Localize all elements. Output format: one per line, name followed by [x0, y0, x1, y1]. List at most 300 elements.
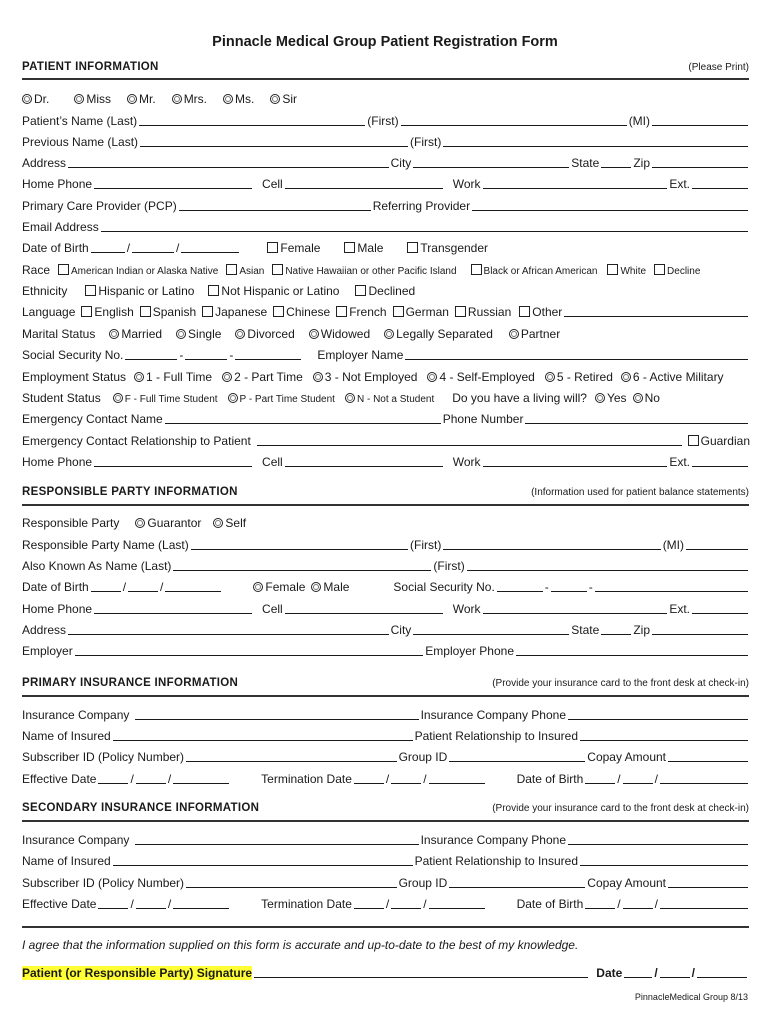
- option-label: Not Hispanic or Latino: [221, 284, 340, 298]
- email-row: [22, 218, 750, 234]
- footer-note: PinnacleMedical Group 8/13: [634, 992, 748, 1002]
- responsible-cell-field[interactable]: [285, 602, 443, 614]
- responsible-mi-field[interactable]: [686, 538, 748, 550]
- agreement-statement: I agree that the information supplied on this form is accurate and up-to-date to the best of my knowledge.: [22, 938, 579, 952]
- field-label: Previous Name (Last): [22, 135, 139, 149]
- option-label: Ms.: [235, 92, 255, 106]
- responsible-employer-row: [22, 642, 750, 658]
- primary-group-field[interactable]: [449, 750, 585, 762]
- first-name-field[interactable]: [401, 114, 627, 126]
- primary-termination-year[interactable]: [429, 772, 485, 784]
- option-label: Sir: [282, 92, 298, 106]
- field-label: Address: [22, 623, 67, 637]
- field-label: Emergency Contact Name: [22, 412, 163, 426]
- date-separator: /: [167, 772, 172, 786]
- signature-field[interactable]: [254, 966, 588, 978]
- responsible-employer-field[interactable]: [75, 644, 424, 656]
- field-label: Student Status: [22, 391, 101, 405]
- field-label: Zip: [633, 156, 650, 170]
- pcp-row: [22, 197, 750, 213]
- secondary-termination-month[interactable]: [354, 897, 384, 909]
- previous-first-field[interactable]: [443, 135, 748, 147]
- field-label: Subscriber ID (Policy Number): [22, 876, 185, 890]
- radio-employment-1[interactable]: [134, 372, 144, 382]
- option-label: 6 - Active Military: [632, 370, 724, 384]
- option-label: Russian: [467, 305, 512, 319]
- secondary-effective-day[interactable]: [136, 897, 166, 909]
- date-separator: /: [423, 772, 427, 786]
- checkbox-french[interactable]: [336, 306, 347, 317]
- field-label: State: [571, 156, 600, 170]
- section-note: (Information used for patient balance statements): [531, 487, 749, 498]
- emergency-ext-field[interactable]: [692, 455, 748, 467]
- radio-employment-3[interactable]: [313, 372, 323, 382]
- secondary-dob-month[interactable]: [585, 897, 615, 909]
- primary-dates-row: [22, 770, 750, 786]
- responsible-phone-row: [22, 600, 750, 616]
- secondary-group-field[interactable]: [449, 876, 585, 888]
- field-label: Language: [22, 305, 76, 319]
- responsible-party-header: [22, 486, 749, 500]
- ssn-part1-field[interactable]: [125, 348, 177, 360]
- radio-miss[interactable]: [74, 94, 84, 104]
- secondary-subscriber-field[interactable]: [186, 876, 397, 888]
- option-label: Hispanic or Latino: [98, 284, 195, 298]
- primary-dob-month[interactable]: [585, 772, 615, 784]
- field-label: City: [390, 156, 412, 170]
- ethnicity-row: [22, 282, 750, 298]
- field-label: Subscriber ID (Policy Number): [22, 750, 185, 764]
- title-options-row: [22, 90, 750, 106]
- ssn-separator: -: [179, 348, 184, 362]
- emergency-work-field[interactable]: [483, 455, 668, 467]
- field-label: Ext.: [669, 455, 690, 469]
- date-separator: /: [654, 897, 658, 911]
- secondary-insured-field[interactable]: [113, 854, 413, 866]
- primary-effective-year[interactable]: [173, 772, 229, 784]
- option-label: White: [620, 266, 647, 277]
- field-label: Responsible Party Name (Last): [22, 538, 189, 552]
- secondary-company-phone-field[interactable]: [568, 833, 748, 845]
- responsible-address-row: [22, 621, 750, 637]
- responsible-address-field[interactable]: [68, 623, 389, 635]
- section-note: (Provide your insurance card to the front desk at check-in): [492, 803, 749, 814]
- email-field[interactable]: [101, 220, 748, 232]
- aka-first-field[interactable]: [467, 559, 748, 571]
- aka-last-field[interactable]: [173, 559, 431, 571]
- field-label: Home Phone: [22, 177, 93, 191]
- option-label: Spanish: [152, 305, 197, 319]
- field-label: Zip: [633, 623, 650, 637]
- radio-sir[interactable]: [270, 94, 280, 104]
- ssn-part2-field[interactable]: [185, 348, 227, 360]
- section-divider: [22, 926, 749, 928]
- section-note: (Please Print): [688, 62, 749, 73]
- zip-field[interactable]: [652, 156, 748, 168]
- section-title: RESPONSIBLE PARTY INFORMATION: [22, 486, 238, 498]
- secondary-dob-year[interactable]: [660, 897, 748, 909]
- checkbox-race-decline[interactable]: [654, 264, 665, 275]
- previous-name-row: [22, 133, 750, 149]
- emergency-phone-field[interactable]: [525, 412, 748, 424]
- option-label: Married: [121, 327, 163, 341]
- field-label: (First): [410, 538, 442, 552]
- secondary-effective-month[interactable]: [98, 897, 128, 909]
- ssn-separator: -: [588, 580, 593, 594]
- field-label: (First): [433, 559, 465, 573]
- checkbox-hispanic[interactable]: [85, 285, 96, 296]
- section-divider: [22, 504, 749, 506]
- date-separator: /: [423, 897, 427, 911]
- date-separator: /: [654, 772, 658, 786]
- option-label: Widowed: [320, 327, 371, 341]
- secondary-company-field[interactable]: [135, 833, 418, 845]
- primary-company-row: [22, 706, 750, 722]
- state-field[interactable]: [601, 156, 631, 168]
- field-label: Date of Birth: [22, 241, 89, 255]
- option-label: American Indian or Alaska Native: [71, 266, 219, 277]
- radio-dr[interactable]: [22, 94, 32, 104]
- field-label: Cell: [262, 455, 283, 469]
- section-divider: [22, 820, 749, 822]
- option-label: Mr.: [139, 92, 156, 106]
- checkbox-race-hawaiian[interactable]: [272, 264, 283, 275]
- signature-date-month[interactable]: [624, 966, 652, 978]
- field-label: Date of Birth: [516, 772, 584, 786]
- option-label: 5 - Retired: [556, 370, 613, 384]
- secondary-copay-field[interactable]: [668, 876, 748, 888]
- checkbox-not-hispanic[interactable]: [208, 285, 219, 296]
- option-label: Divorced: [247, 327, 295, 341]
- signature-date-year[interactable]: [697, 966, 747, 978]
- checkbox-race-white[interactable]: [607, 264, 618, 275]
- radio-employment-5[interactable]: [545, 372, 555, 382]
- secondary-dob-day[interactable]: [623, 897, 653, 909]
- radio-living-will-yes[interactable]: [595, 393, 605, 403]
- field-label: Cell: [262, 177, 283, 191]
- emergency-relationship-row: [22, 432, 750, 448]
- radio-divorced[interactable]: [235, 329, 245, 339]
- option-label: F - Full Time Student: [124, 394, 218, 405]
- option-label: Black or African American: [483, 266, 598, 277]
- checkbox-race-asian[interactable]: [226, 264, 237, 275]
- signature-date-day[interactable]: [660, 966, 690, 978]
- checkbox-ethnicity-declined[interactable]: [355, 285, 366, 296]
- responsible-state-field[interactable]: [601, 623, 631, 635]
- employment-row: [22, 368, 750, 384]
- primary-relationship-field[interactable]: [580, 729, 748, 741]
- cell-field[interactable]: [285, 177, 443, 189]
- field-label: Effective Date: [22, 897, 97, 911]
- field-label: Employment Status: [22, 370, 127, 384]
- responsible-last-field[interactable]: [191, 538, 408, 550]
- field-label: Phone Number: [442, 412, 524, 426]
- radio-widowed[interactable]: [309, 329, 319, 339]
- radio-mr[interactable]: [127, 94, 137, 104]
- option-label: Mrs.: [183, 92, 208, 106]
- primary-effective-month[interactable]: [98, 772, 128, 784]
- dob-day-field[interactable]: [132, 241, 174, 253]
- checkbox-english[interactable]: [81, 306, 92, 317]
- emergency-relationship-field[interactable]: [257, 434, 682, 446]
- primary-copay-field[interactable]: [668, 750, 748, 762]
- field-label: Group ID: [398, 750, 448, 764]
- field-label: Employer Name: [317, 348, 404, 362]
- responsible-ssn-part1-field[interactable]: [497, 580, 543, 592]
- option-label: Miss: [86, 92, 112, 106]
- radio-employment-4[interactable]: [427, 372, 437, 382]
- radio-guarantor[interactable]: [135, 518, 145, 528]
- option-label: 3 - Not Employed: [324, 370, 418, 384]
- field-label: Copay Amount: [587, 876, 666, 890]
- option-label: English: [94, 305, 134, 319]
- radio-married[interactable]: [109, 329, 119, 339]
- field-label: Group ID: [398, 876, 448, 890]
- patient-name-row: [22, 112, 750, 128]
- date-separator: /: [160, 580, 164, 594]
- employer-name-field[interactable]: [405, 348, 748, 360]
- emergency-name-field[interactable]: [165, 412, 441, 424]
- radio-responsible-female[interactable]: [253, 582, 263, 592]
- date-separator: /: [617, 897, 621, 911]
- field-label: Employer Phone: [425, 644, 514, 658]
- section-divider: [22, 78, 749, 80]
- option-label: Single: [188, 327, 222, 341]
- primary-effective-day[interactable]: [136, 772, 166, 784]
- secondary-dates-row: [22, 895, 750, 911]
- home-phone-field[interactable]: [94, 177, 252, 189]
- city-field[interactable]: [413, 156, 569, 168]
- primary-dob-day[interactable]: [623, 772, 653, 784]
- field-label: (First): [367, 114, 399, 128]
- field-label: Home Phone: [22, 455, 93, 469]
- field-label: State: [571, 623, 600, 637]
- radio-self[interactable]: [213, 518, 223, 528]
- ssn-separator: -: [229, 348, 234, 362]
- ssn-part3-field[interactable]: [235, 348, 301, 360]
- checkbox-german[interactable]: [393, 306, 404, 317]
- emergency-cell-field[interactable]: [285, 455, 443, 467]
- field-label: Termination Date: [261, 772, 352, 786]
- field-label: Employer: [22, 644, 73, 658]
- radio-employment-2[interactable]: [222, 372, 232, 382]
- section-title: PATIENT INFORMATION: [22, 61, 159, 73]
- previous-last-field[interactable]: [140, 135, 408, 147]
- field-label: Emergency Contact Relationship to Patient: [22, 434, 251, 448]
- date-label: Date: [596, 966, 623, 980]
- field-label: Responsible Party: [22, 516, 120, 530]
- field-label: Referring Provider: [372, 199, 471, 213]
- option-label: Female: [280, 241, 321, 255]
- option-label: French: [349, 305, 387, 319]
- radio-student-full[interactable]: [113, 393, 123, 403]
- referring-field[interactable]: [472, 199, 748, 211]
- aka-row: [22, 557, 750, 573]
- option-label: Guardian: [700, 434, 750, 448]
- field-label: Name of Insured: [22, 854, 111, 868]
- radio-student-part[interactable]: [228, 393, 238, 403]
- field-label: Home Phone: [22, 602, 93, 616]
- field-label: Patient Relationship to Insured: [414, 854, 578, 868]
- responsible-dob-month-field[interactable]: [91, 580, 121, 592]
- option-label: Legally Separated: [396, 327, 493, 341]
- field-label: (First): [410, 135, 442, 149]
- primary-company-phone-field[interactable]: [568, 708, 748, 720]
- responsible-dob-row: [22, 578, 750, 594]
- option-label: 4 - Self-Employed: [439, 370, 535, 384]
- field-label: Also Known As Name (Last): [22, 559, 172, 573]
- option-label: 1 - Full Time: [146, 370, 213, 384]
- secondary-insurance-header: [22, 802, 749, 816]
- responsible-zip-field[interactable]: [652, 623, 748, 635]
- radio-student-not[interactable]: [345, 393, 355, 403]
- field-label: Work: [452, 177, 481, 191]
- option-label: Transgender: [420, 241, 489, 255]
- field-label: Marital Status: [22, 327, 96, 341]
- primary-termination-month[interactable]: [354, 772, 384, 784]
- option-label: Asian: [239, 266, 265, 277]
- field-label: Race: [22, 263, 51, 277]
- radio-mrs[interactable]: [172, 94, 182, 104]
- date-separator: /: [122, 580, 127, 594]
- field-label: Social Security No.: [393, 580, 495, 594]
- responsible-home-phone-field[interactable]: [94, 602, 252, 614]
- checkbox-male[interactable]: [344, 242, 355, 253]
- field-label: Ethnicity: [22, 284, 68, 298]
- option-label: Yes: [606, 391, 627, 405]
- field-label: Copay Amount: [587, 750, 666, 764]
- responsible-first-field[interactable]: [443, 538, 660, 550]
- field-label: Insurance Company: [22, 833, 130, 847]
- field-label: Primary Care Provider (PCP): [22, 199, 177, 213]
- responsible-ssn-part3-field[interactable]: [595, 580, 748, 592]
- primary-company-field[interactable]: [135, 708, 418, 720]
- checkbox-race-american-indian[interactable]: [58, 264, 69, 275]
- radio-responsible-male[interactable]: [311, 582, 321, 592]
- option-label: Guarantor: [147, 516, 202, 530]
- radio-living-will-no[interactable]: [633, 393, 643, 403]
- section-note: (Provide your insurance card to the front desk at check-in): [492, 678, 749, 689]
- field-label: Effective Date: [22, 772, 97, 786]
- option-label: German: [405, 305, 449, 319]
- field-label: Work: [452, 602, 481, 616]
- mi-field[interactable]: [652, 114, 748, 126]
- primary-insured-field[interactable]: [113, 729, 413, 741]
- patient-info-header: [22, 61, 749, 75]
- secondary-subscriber-row: [22, 874, 750, 890]
- dob-year-field[interactable]: [181, 241, 239, 253]
- checkbox-guardian[interactable]: [688, 435, 699, 446]
- ext-field[interactable]: [692, 177, 748, 189]
- dob-gender-row: [22, 239, 750, 255]
- option-label: Male: [357, 241, 384, 255]
- radio-partner[interactable]: [509, 329, 519, 339]
- field-label: Patient Relationship to Insured: [414, 729, 578, 743]
- field-label: (MI): [628, 114, 651, 128]
- checkbox-chinese[interactable]: [273, 306, 284, 317]
- primary-dob-year[interactable]: [660, 772, 748, 784]
- ssn-employer-row: [22, 346, 750, 362]
- radio-legally-separated[interactable]: [384, 329, 394, 339]
- checkbox-spanish[interactable]: [140, 306, 151, 317]
- ssn-separator: -: [544, 580, 549, 594]
- radio-single[interactable]: [176, 329, 186, 339]
- checkbox-race-black[interactable]: [471, 264, 482, 275]
- secondary-insured-row: [22, 852, 750, 868]
- secondary-termination-year[interactable]: [429, 897, 485, 909]
- responsible-name-row: [22, 536, 750, 552]
- field-label: Date of Birth: [22, 580, 89, 594]
- option-label: Self: [225, 516, 247, 530]
- option-label: Native Hawaiian or other Pacific Island: [285, 266, 457, 277]
- responsible-dob-year-field[interactable]: [165, 580, 221, 592]
- date-separator: /: [385, 897, 390, 911]
- checkbox-russian[interactable]: [455, 306, 466, 317]
- date-separator: /: [617, 772, 621, 786]
- responsible-work-field[interactable]: [483, 602, 668, 614]
- checkbox-japanese[interactable]: [202, 306, 213, 317]
- checkbox-transgender[interactable]: [407, 242, 418, 253]
- primary-termination-day[interactable]: [391, 772, 421, 784]
- checkbox-female[interactable]: [267, 242, 278, 253]
- field-label: Ext.: [669, 177, 690, 191]
- checkbox-other-language[interactable]: [519, 306, 530, 317]
- race-row: [22, 261, 750, 277]
- responsible-ssn-part2-field[interactable]: [551, 580, 587, 592]
- address-field[interactable]: [68, 156, 389, 168]
- secondary-termination-day[interactable]: [391, 897, 421, 909]
- option-label: P - Part Time Student: [239, 394, 335, 405]
- primary-subscriber-field[interactable]: [186, 750, 397, 762]
- option-label: Decline: [667, 266, 701, 277]
- option-label: Dr.: [34, 92, 50, 106]
- responsible-dob-day-field[interactable]: [128, 580, 158, 592]
- responsible-ext-field[interactable]: [692, 602, 748, 614]
- radio-ms[interactable]: [223, 94, 233, 104]
- form-title: Pinnacle Medical Group Patient Registration Form: [212, 34, 558, 50]
- last-name-field[interactable]: [139, 114, 365, 126]
- section-title: SECONDARY INSURANCE INFORMATION: [22, 802, 260, 814]
- option-label: Japanese: [215, 305, 268, 319]
- work-field[interactable]: [483, 177, 668, 189]
- dob-month-field[interactable]: [91, 241, 125, 253]
- field-label: Email Address: [22, 220, 99, 234]
- date-separator: /: [126, 241, 131, 255]
- date-separator: /: [176, 241, 180, 255]
- emergency-name-row: [22, 410, 750, 426]
- address-row: [22, 154, 750, 170]
- pcp-field[interactable]: [179, 199, 371, 211]
- responsible-party-row: [22, 514, 750, 530]
- language-row: [22, 303, 750, 319]
- radio-employment-6[interactable]: [621, 372, 631, 382]
- responsible-employer-phone-field[interactable]: [516, 644, 748, 656]
- signature-label: Patient (or Responsible Party) Signature: [22, 966, 253, 980]
- date-separator: /: [130, 772, 134, 786]
- secondary-relationship-field[interactable]: [580, 854, 748, 866]
- secondary-effective-year[interactable]: [173, 897, 229, 909]
- field-label: Insurance Company: [22, 708, 130, 722]
- emergency-home-phone-field[interactable]: [94, 455, 252, 467]
- signature-row: [22, 962, 749, 980]
- option-label: Female: [265, 580, 306, 594]
- option-label: N - Not a Student: [356, 394, 435, 405]
- other-language-field[interactable]: [564, 305, 748, 317]
- responsible-city-field[interactable]: [413, 623, 569, 635]
- option-label: No: [644, 391, 660, 405]
- marital-row: [22, 325, 750, 341]
- date-separator: /: [654, 966, 658, 980]
